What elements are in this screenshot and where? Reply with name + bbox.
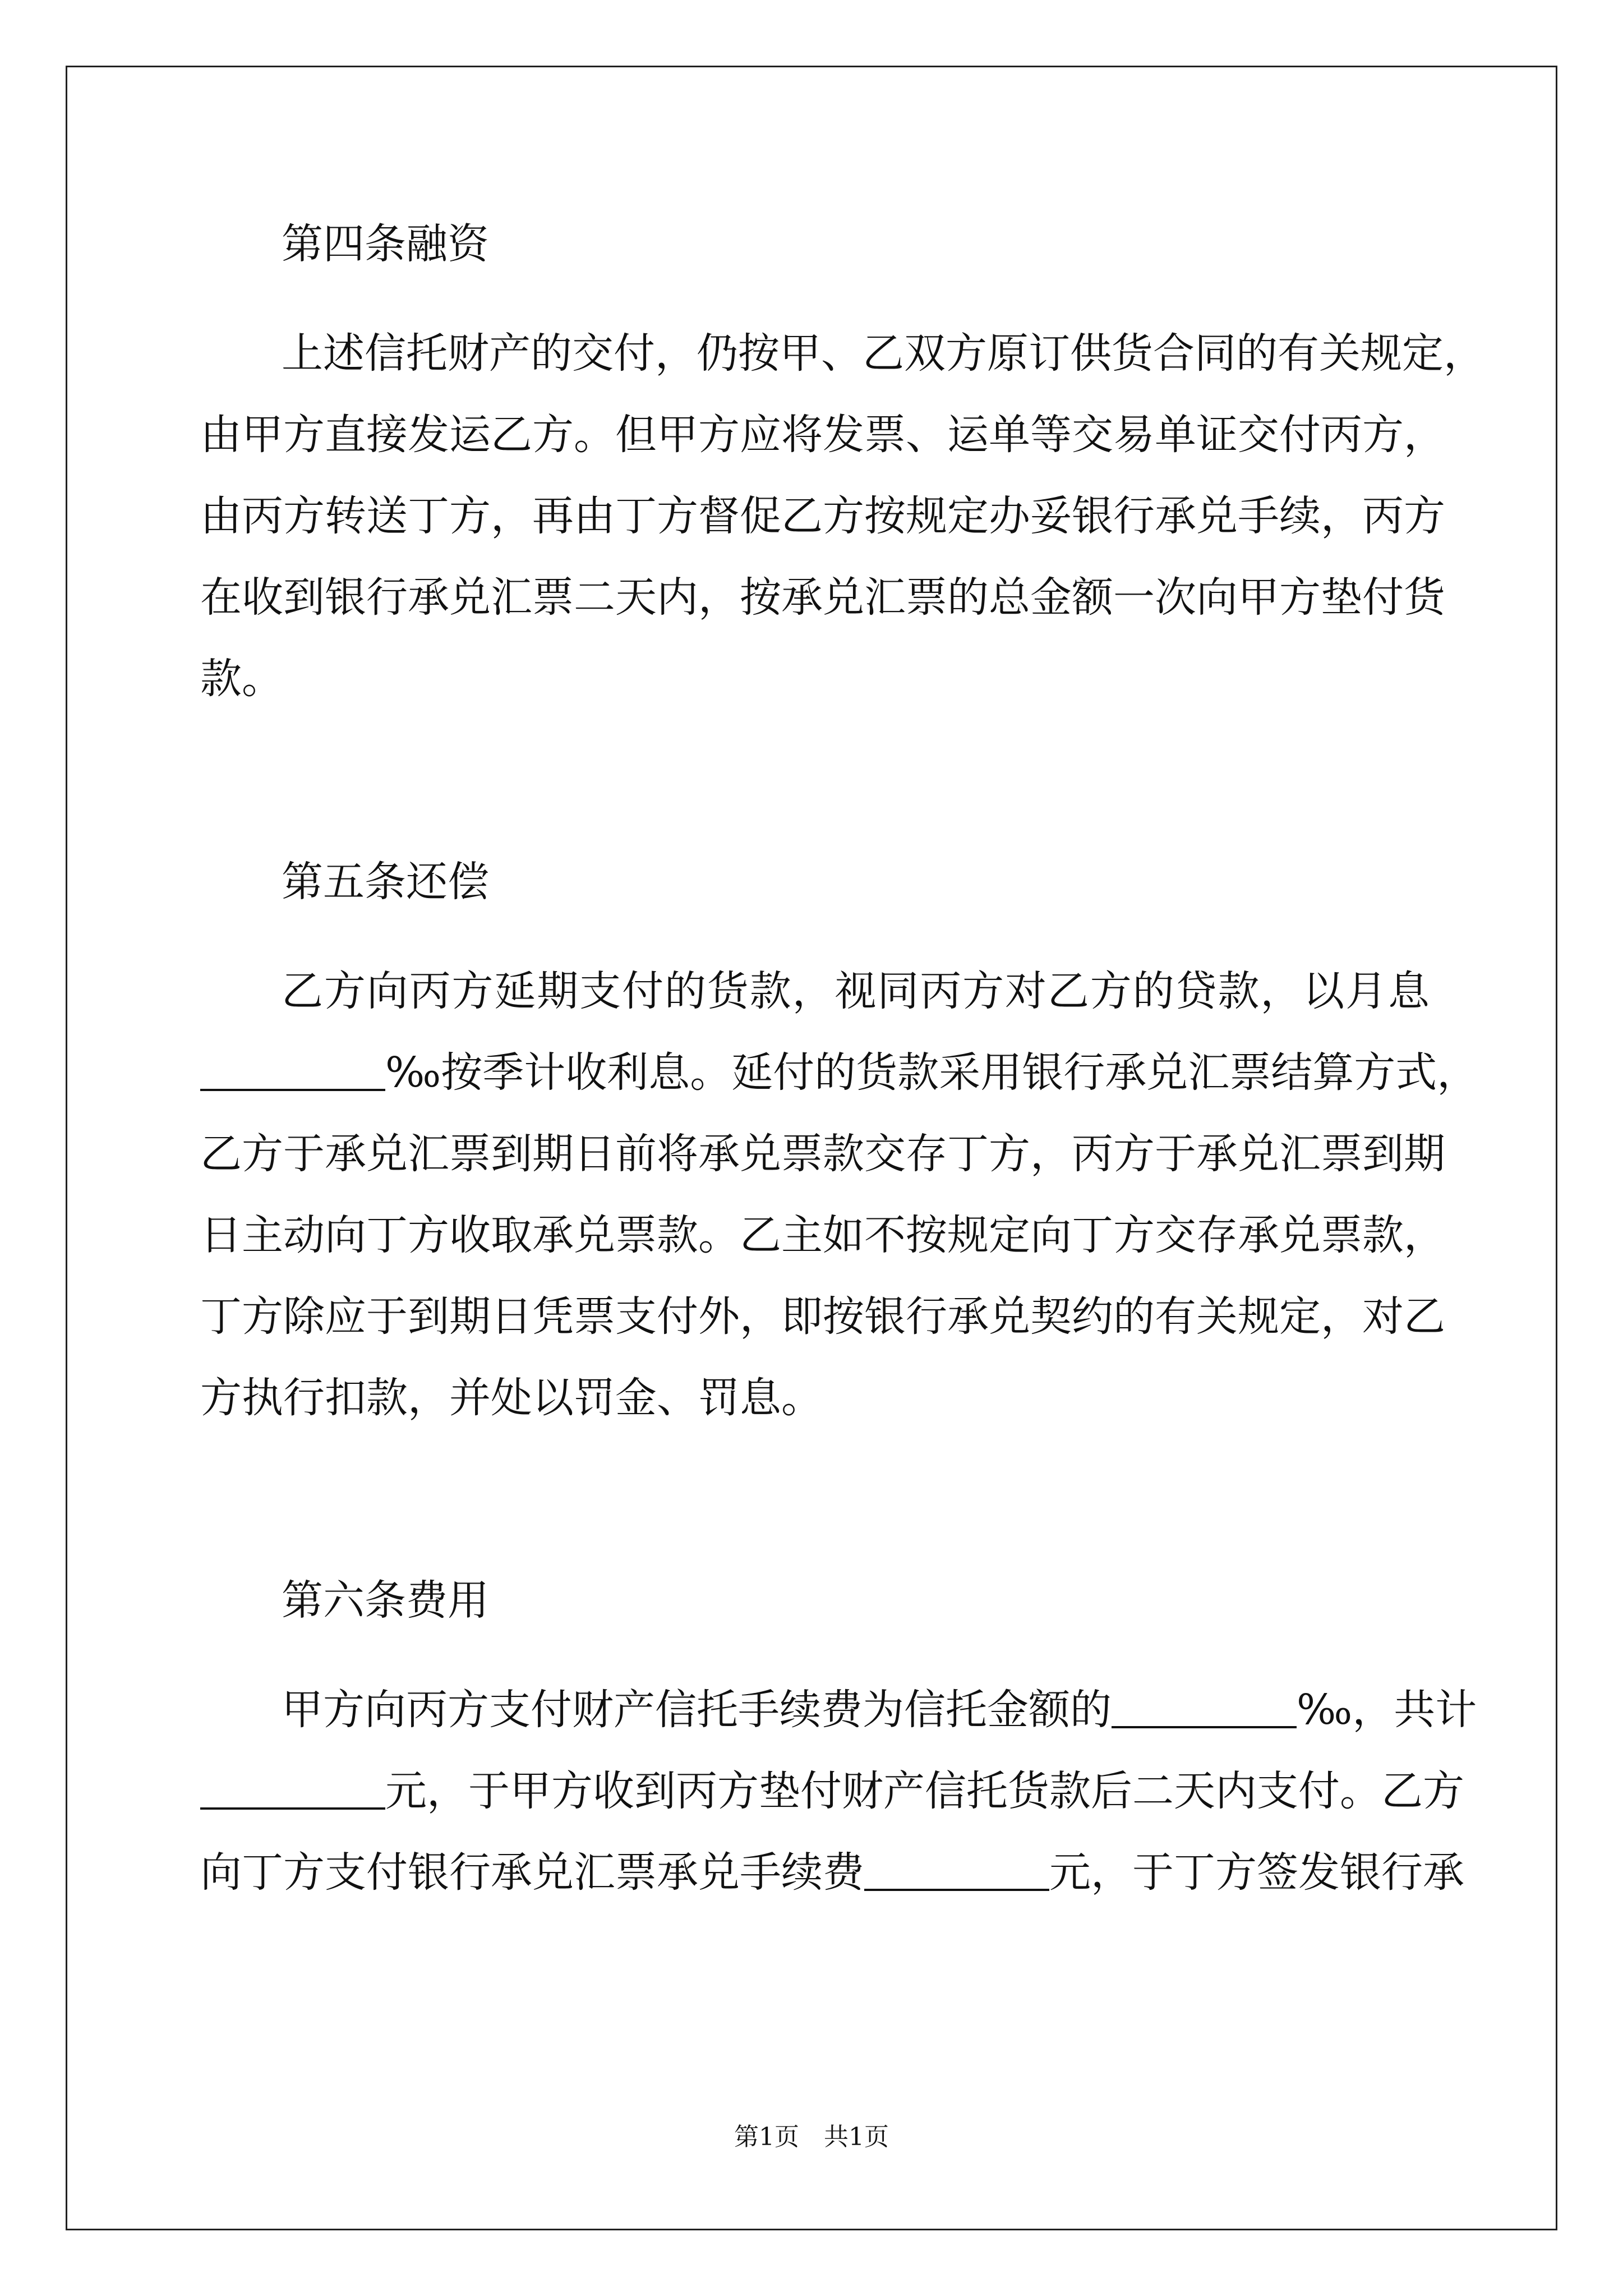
article-6-line-1-text-b: ‰，共计	[1297, 1686, 1477, 1734]
article-5-line-6: 方执行扣款，并处以罚金、罚息。	[200, 1374, 823, 1422]
article-5-line-2	[200, 1045, 1479, 1101]
article-5-heading: 第五条还偿	[282, 858, 489, 906]
article-4-line-1: 上述信托财产的交付，仍按甲、乙双方原订供货合同的有关规定，	[282, 329, 1485, 378]
fee-rate-blank	[1112, 1687, 1297, 1728]
article-5-line-5: 丁方除应于到期日凭票支付外，即按银行承兑契约的有关规定，对乙	[200, 1292, 1445, 1341]
article-4-line-2: 由甲方直接发运乙方。但甲方应将发票、运单等交易单证交付丙方，	[200, 411, 1445, 459]
article-4-line-4: 在收到银行承兑汇票二天内，按承兑汇票的总金额一次向甲方垫付货	[200, 573, 1445, 622]
article-6-line-2-text: 元，于甲方收到丙方垫付财产信托货款后二天内支付。乙方	[385, 1767, 1464, 1815]
acceptance-fee-blank	[864, 1849, 1049, 1891]
article-4-line-5: 款。	[200, 655, 283, 703]
page-number-footer: 第1页 共1页	[734, 2123, 889, 2151]
article-4-line-3: 由丙方转送丁方，再由丁方督促乙方按规定办妥银行承兑手续，丙方	[200, 492, 1445, 540]
article-5-line-3: 乙方于承兑汇票到期日前将承兑票款交存丁方，丙方于承兑汇票到期	[200, 1130, 1445, 1178]
article-6-line-2	[200, 1763, 1464, 1819]
fee-total-blank	[200, 1768, 385, 1810]
article-5-line-2-text: ‰按季计收利息。延付的货款采用银行承兑汇票结算方式，	[385, 1048, 1479, 1097]
article-6-line-3-text-a: 向丁方支付银行承兑汇票承兑手续费	[200, 1848, 864, 1897]
interest-rate-blank	[200, 1050, 385, 1091]
article-5-line-1: 乙方向丙方延期支付的货款，视同丙方对乙方的贷款，以月息	[282, 967, 1430, 1015]
article-6-line-1	[282, 1682, 1477, 1738]
article-6-line-1-text-a: 甲方向丙方支付财产信托手续费为信托金额的	[282, 1686, 1112, 1734]
article-6-heading: 第六条费用	[282, 1576, 489, 1625]
article-4-heading: 第四条融资	[282, 220, 489, 268]
article-5-line-4: 日主动向丁方收取承兑票款。乙主如不按规定向丁方交存承兑票款，	[200, 1211, 1445, 1259]
article-6-line-3	[200, 1844, 1464, 1901]
article-6-line-3-text-b: 元，于丁方签发银行承	[1049, 1848, 1464, 1897]
